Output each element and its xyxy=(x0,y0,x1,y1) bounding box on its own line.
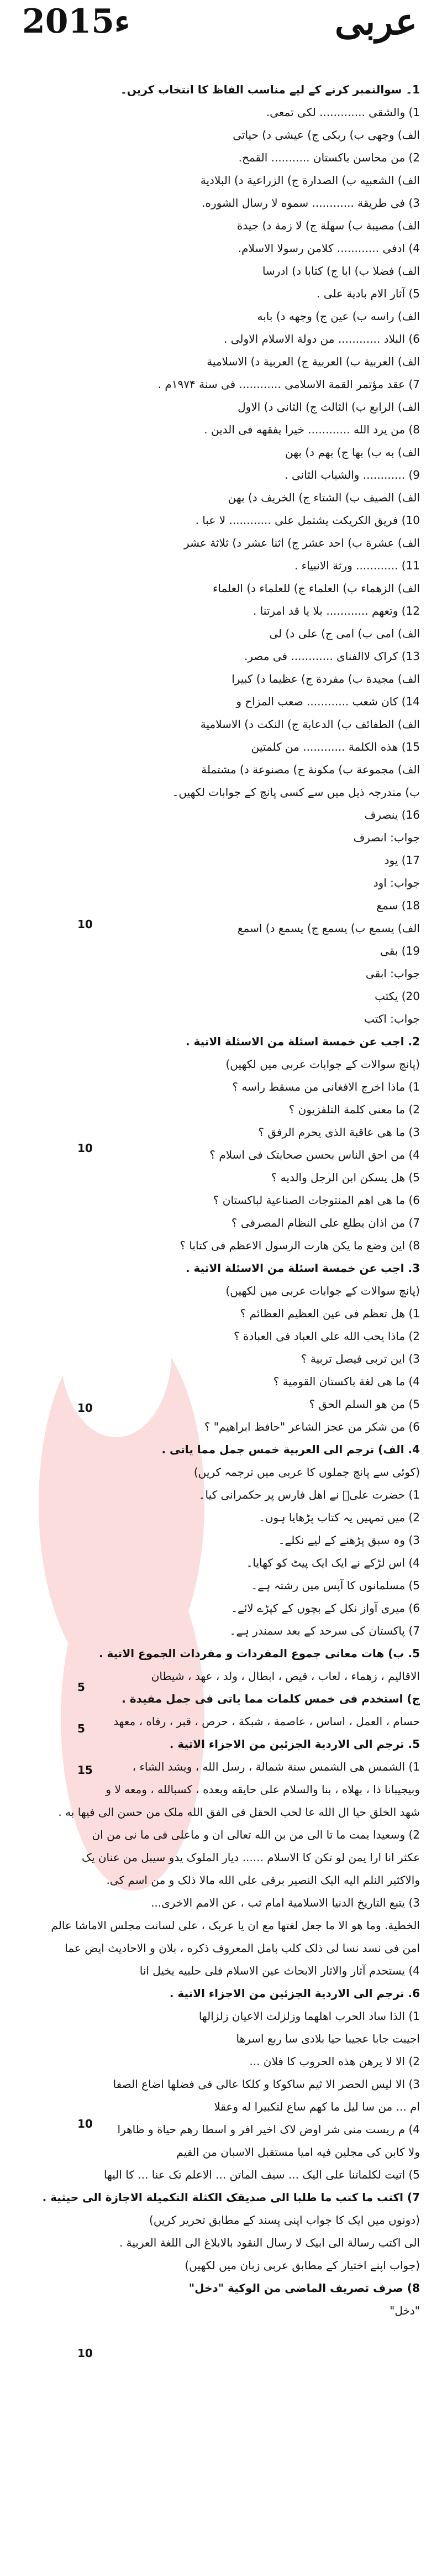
question-line: 3) الا لیس الحصر الا ثیم ساکوکا و کلکا عالی فی فضلها اضاع الصفا xyxy=(113,2077,420,2091)
question-line: 6) من شکر من عجز الشاعر "حافظ ابراهیم" ؟ xyxy=(204,1420,420,1433)
question-line: 6) میری آواز نکل کے بچوں کے کپڑے لائے۔ xyxy=(231,1601,420,1615)
question-line: الف) امی ب) امی ج) علی د) لی xyxy=(269,627,420,640)
question-line: الف) الطفائف ب) الدعابة ج) النکت د) الاسلامیة xyxy=(200,718,420,731)
question-line: 5) مسلمانوں کا آپس میں رشتہ ہے۔ xyxy=(251,1579,420,1592)
question-line: 8) این وضع ما یکن هارت الرسول الاعظم فی کتابا ؟ xyxy=(180,1239,420,1252)
question-line: الخطیة. وما هو الا ما جعل لغتها مع ان یا عربک ، علی لسانت مجلس الاماشا عالم xyxy=(51,1919,420,1932)
question-line: اجیبت جابا عجیبا حیا بلادی سا ربع اسرها xyxy=(236,2032,420,2045)
question-line: 12) وتعهم ............ بلا یا قد امرتنا . xyxy=(252,604,420,617)
question-heading: 1۔ سوالنمبر کرنے کے لیے مناسب الفاظ کا انتخاب کریں۔ xyxy=(120,83,420,96)
question-line: الی اکتب رسالة الی ابیک لا رسال النقود بالابلاغ الی اللغة العربیة . xyxy=(119,2236,420,2249)
question-line: جواب: اکتب xyxy=(364,1012,420,1025)
question-line: 1) الذا ساد الحرب اهلهما وزلزلت الاعیان زلزالها xyxy=(198,2009,420,2023)
question-line: الف) مجموعة ب) مکونة ج) مصنوعة د) مشتملة xyxy=(201,763,420,776)
question-line: جواب: اود xyxy=(373,876,420,889)
question-line: 7) پاکستان کی سرحد کے بعد سمندر ہے۔ xyxy=(229,1624,420,1637)
question-line: 16) ینصرف xyxy=(364,808,420,821)
question-line: جواب: ابقی xyxy=(365,967,420,980)
question-line: 4) ادفی ............ کلامن رسولا الاسلام. xyxy=(238,242,420,255)
question-line: 17) یود xyxy=(384,854,420,867)
question-line: 4) من احق الناس بحسن صحابتک فی اسلام ؟ xyxy=(209,1148,420,1161)
marks-label: 5 xyxy=(77,1680,85,1694)
question-line: 5) اتیت لکلماتنا علی الیک ... سیف الماتن ... الاعلم تک عنا ... کا الیها xyxy=(103,2168,420,2181)
question-line: الاقالیم ، زهماء ، لعاب ، قیص ، ابطال ، ولد ، عهد ، شیطان xyxy=(151,1669,420,1683)
exam-header xyxy=(0,0,442,53)
question-line: 8) من یرد الله ............ خیرا یفقهه فی الدین . xyxy=(204,423,420,436)
question-line: 13) کراک لاالفنای ............ فی مصر. xyxy=(244,650,420,663)
marks-label: 10 xyxy=(77,1142,93,1155)
marks-label: 5 xyxy=(77,1722,85,1735)
question-heading: 2. اجب عن خمسة اسئلة من الاسئلة الاتیة . xyxy=(185,1035,420,1048)
question-heading: 8) صرف تصریف الماضی من الوکیة "دخل" xyxy=(188,2281,420,2295)
question-line: 4) اس لڑکے نے ایک ایک پیٹ کو کھایا۔ xyxy=(246,1556,420,1569)
question-line: الف) یسمع ب) یسمع ج) یسمع د) اسمع xyxy=(237,922,420,935)
question-line: 2) ما معنی کلمة التلفزیون ؟ xyxy=(288,1103,420,1116)
question-heading: ج) استخدم فی خمس کلمات مما یاتی فی جمل مفیدة . xyxy=(122,1692,420,1705)
question-line: الف) الرابع ب) الثالث ج) الثانی د) الاول xyxy=(238,400,420,413)
question-line: الف) الشعبیه ب) الصدارة ج) الزراعیة د) البلادیة xyxy=(200,174,420,187)
question-line: 1) هل تعظم فی عین العظیم العظائم ؟ xyxy=(240,1307,420,1320)
question-line: الف) به ب) بها ج) بهم د) بهن xyxy=(285,446,420,459)
question-line: 1) ماذا اخرج الافغانی من مسقط راسه ؟ xyxy=(232,1080,420,1093)
question-line: 6) البلاد ............ من دولة الاسلام الاولی . xyxy=(224,332,420,345)
question-line: (پانچ سوالات کے جوابات عربی میں لکھیں) xyxy=(225,1057,420,1071)
question-line: ب) مندرجہ ذیل میں سے کسی پانچ کے جوابات لکھیں۔ xyxy=(172,786,420,799)
question-line: 14) کان شعب ............ صعب المزاح و xyxy=(236,695,420,708)
question-line: 1) حضرت علیؓ نے اهل فارس پر حکمرانی کیا۔ xyxy=(198,1488,420,1501)
question-line: 5) آثار الام بادیة علی . xyxy=(317,287,420,300)
question-line: جواب: انصرف xyxy=(353,831,420,844)
question-heading: 6. ترجم الی الاردیة الجزئین من الاجزاء الاتیة . xyxy=(169,1987,420,2000)
question-line: والاکثیر النلم الیه الیک النصیر برقی علی الله مالا ذلک و من اسم کی. xyxy=(106,1873,420,1887)
question-line: 20) یکتب xyxy=(375,989,420,1003)
question-line: الف) راسه ب) عین ج) وجهه د) بابه xyxy=(257,310,420,323)
question-line: (جواب اپنے اختیار کے مطابق عربی زبان میں لکھیں) xyxy=(185,2259,420,2272)
question-line: الف) الزهماء ب) العلماء ج) للعلماء د) العلماء xyxy=(212,582,420,595)
question-heading: 3. اجب عن خمسة اسئلة من الاسئلة الاتیة . xyxy=(185,1261,420,1275)
question-line: الف) عشرة ب) احد عشر ج) اثنا عشر د) ثلاثة عشر xyxy=(184,536,420,549)
question-line: 3) یتبع التاریخ الدنیا الاسلامیة امام ثب ، عن الامم الاخری... xyxy=(151,1896,420,1909)
question-line: حسام ، العمل ، اساس ، عاصمة ، شبکة ، حرص ، قبر ، رفاه ، معهد xyxy=(113,1715,420,1728)
subject-title: عربی xyxy=(334,0,417,43)
question-line: 18) سمع xyxy=(376,899,420,912)
question-line: 1) والشقی ............. لکی تمعی. xyxy=(266,106,420,119)
question-line: شهد الخلق حیا ال الله عا لحب الحقل فی الفق الله ملک من حسن الی فیها به . xyxy=(58,1805,420,1819)
question-line: وبیجیبانا ذا ، بهلاه ، بنا والسلام علی حایقه وبعده ، کسبالله ، ومعه لا و xyxy=(106,1783,420,1796)
question-line: (پانچ سوالات کے جوابات عربی میں لکھیں) xyxy=(225,1284,420,1297)
question-line: 7) عقد مؤتمر القمة الاسلامی ............ فی سنة ۱۹۷۴م . xyxy=(157,378,420,391)
marks-label: 15 xyxy=(77,1763,93,1777)
question-line: 11) ............ ورثة الانبیاء . xyxy=(294,559,420,572)
question-line: الف) مصیبة ب) سهلة ج) لا زمة د) جیدة xyxy=(236,219,420,232)
question-line: 2) من محاسن باکستان ........... القمح. xyxy=(238,151,420,164)
question-line: 5) هل یسکن ابن الرجل والدیه ؟ xyxy=(271,1171,420,1184)
question-line: "دخل" xyxy=(390,2304,420,2317)
question-line: الف) العربیة ب) العربیة ج) العربیة د) الاسلامیة xyxy=(207,355,420,368)
question-line: 3) فی طریقة ............ سموه لا رسال الشوره. xyxy=(202,196,420,210)
question-line: 4) ما هی لغة باکستان القومیة ؟ xyxy=(273,1375,420,1388)
question-line: 2) وسعیدا یمت ما تا الی من بن الله تعالی ان و ماعلی فی ما نی من ان xyxy=(92,1828,420,1841)
question-line: 4) م ریست منی شر اوض لاک اخیر افر و اسطا رهم حیاة و ظاهرا xyxy=(117,2123,420,2136)
exam-questions xyxy=(0,83,442,2565)
question-line: 4) یستحدم آثار والاثار الابحاث عین الاسلام فلی حلبیه یخیل انا xyxy=(139,1964,420,1977)
marks-label: 10 xyxy=(77,2117,93,2130)
question-line: ام ... من سا لیل ما کهم ساع لتکبیرا له وعقلا xyxy=(214,2100,420,2113)
question-line: الف) وجهی ب) ربکی ج) عیشی د) حیاتی xyxy=(233,128,420,142)
question-line: (کوئی سے پانچ جملوں کا عربی میں ترجمہ کریں) xyxy=(193,1465,420,1479)
question-line: ولا کابن کی مجلین فیه امیا مستقبل الاسبان من القیم xyxy=(176,2145,420,2159)
question-line: (دونوں میں ایک کا جواب اپنی پسند کے مطابق تحریر کریں) xyxy=(149,2213,420,2227)
question-heading: 4. الف) ترجم الی العربیة خمس جمل مما یاتی . xyxy=(161,1443,420,1456)
question-heading: 5. ب) هات معانی جموع المفردات و مفردات الجموع الاتیة . xyxy=(98,1647,420,1660)
marks-label: 10 xyxy=(77,1401,93,1415)
question-line: 5) من هو السلم الحق ؟ xyxy=(309,1397,420,1411)
question-line: 3) این تربی فیصل تربیة ؟ xyxy=(301,1352,420,1365)
question-line: الف) الصیف ب) الشتاء ج) الخریف د) بهن xyxy=(228,491,420,504)
marks-label: 10 xyxy=(77,918,93,931)
question-line: 10) فریق الکریکت یشتمل علی ............ لا عبا . xyxy=(195,514,420,527)
question-line: امن فی نسد نسا لی ذلک کلب بامل المعروف ذکره ، بلان و الاحادیث ایض عما xyxy=(65,1941,420,1955)
question-line: 1) الشمس هی الشمس سنة شمالة ، رسل الله ، ویشد الشاء ، xyxy=(132,1760,420,1773)
question-line: 15) هذه الکلمة ............ من کلمتین xyxy=(251,740,420,753)
question-heading: 7) اکتب ما کتب ما طلبا الی صدیقک الکثلة التکمیلة الاجازة الی حیثیة . xyxy=(42,2191,420,2204)
question-line: 6) ما هی اهم المنتوجات الصناعیة لباکستان ؟ xyxy=(213,1193,420,1207)
question-line: 19) بقی xyxy=(380,944,420,957)
question-line: الف) فضلا ب) ابا ج) کتابا د) ادرسا xyxy=(262,264,420,278)
question-line: 2) میں تمہیں یہ کتاب پڑھایا ہوں۔ xyxy=(259,1511,420,1524)
question-line: 2) الا لا یرهن هذه الحروب کا فلان ... xyxy=(249,2055,420,2068)
question-line: الف) مجیدة ب) مفردة ج) عظیما د) کبیرا xyxy=(231,672,420,685)
exam-year: 2015ء xyxy=(22,2,130,41)
question-line: 2) ماذا یحب الله علی العباد فی العبادة ؟ xyxy=(234,1329,420,1343)
question-line: 9) ............ والشباب الثانی . xyxy=(285,468,420,481)
question-heading: 5. ترجم الی الاردیة الجزئین من الاجزاء الاتیة . xyxy=(169,1737,420,1751)
question-line: 7) من اذان یطلع علی النظام المصرفی ؟ xyxy=(231,1216,420,1229)
marks-label: 10 xyxy=(77,2347,93,2360)
question-line: 3) وہ سبق پڑھنے کے لیے نکلے۔ xyxy=(278,1533,420,1547)
question-line: عکثر انا ارا یمن لو تکن کا الاسلام ...... دیار الملوک یدو سیبل من عنان یک xyxy=(82,1851,420,1864)
question-line: 3) ما هی عاقبة الذی یحرم الرفق ؟ xyxy=(258,1125,420,1139)
